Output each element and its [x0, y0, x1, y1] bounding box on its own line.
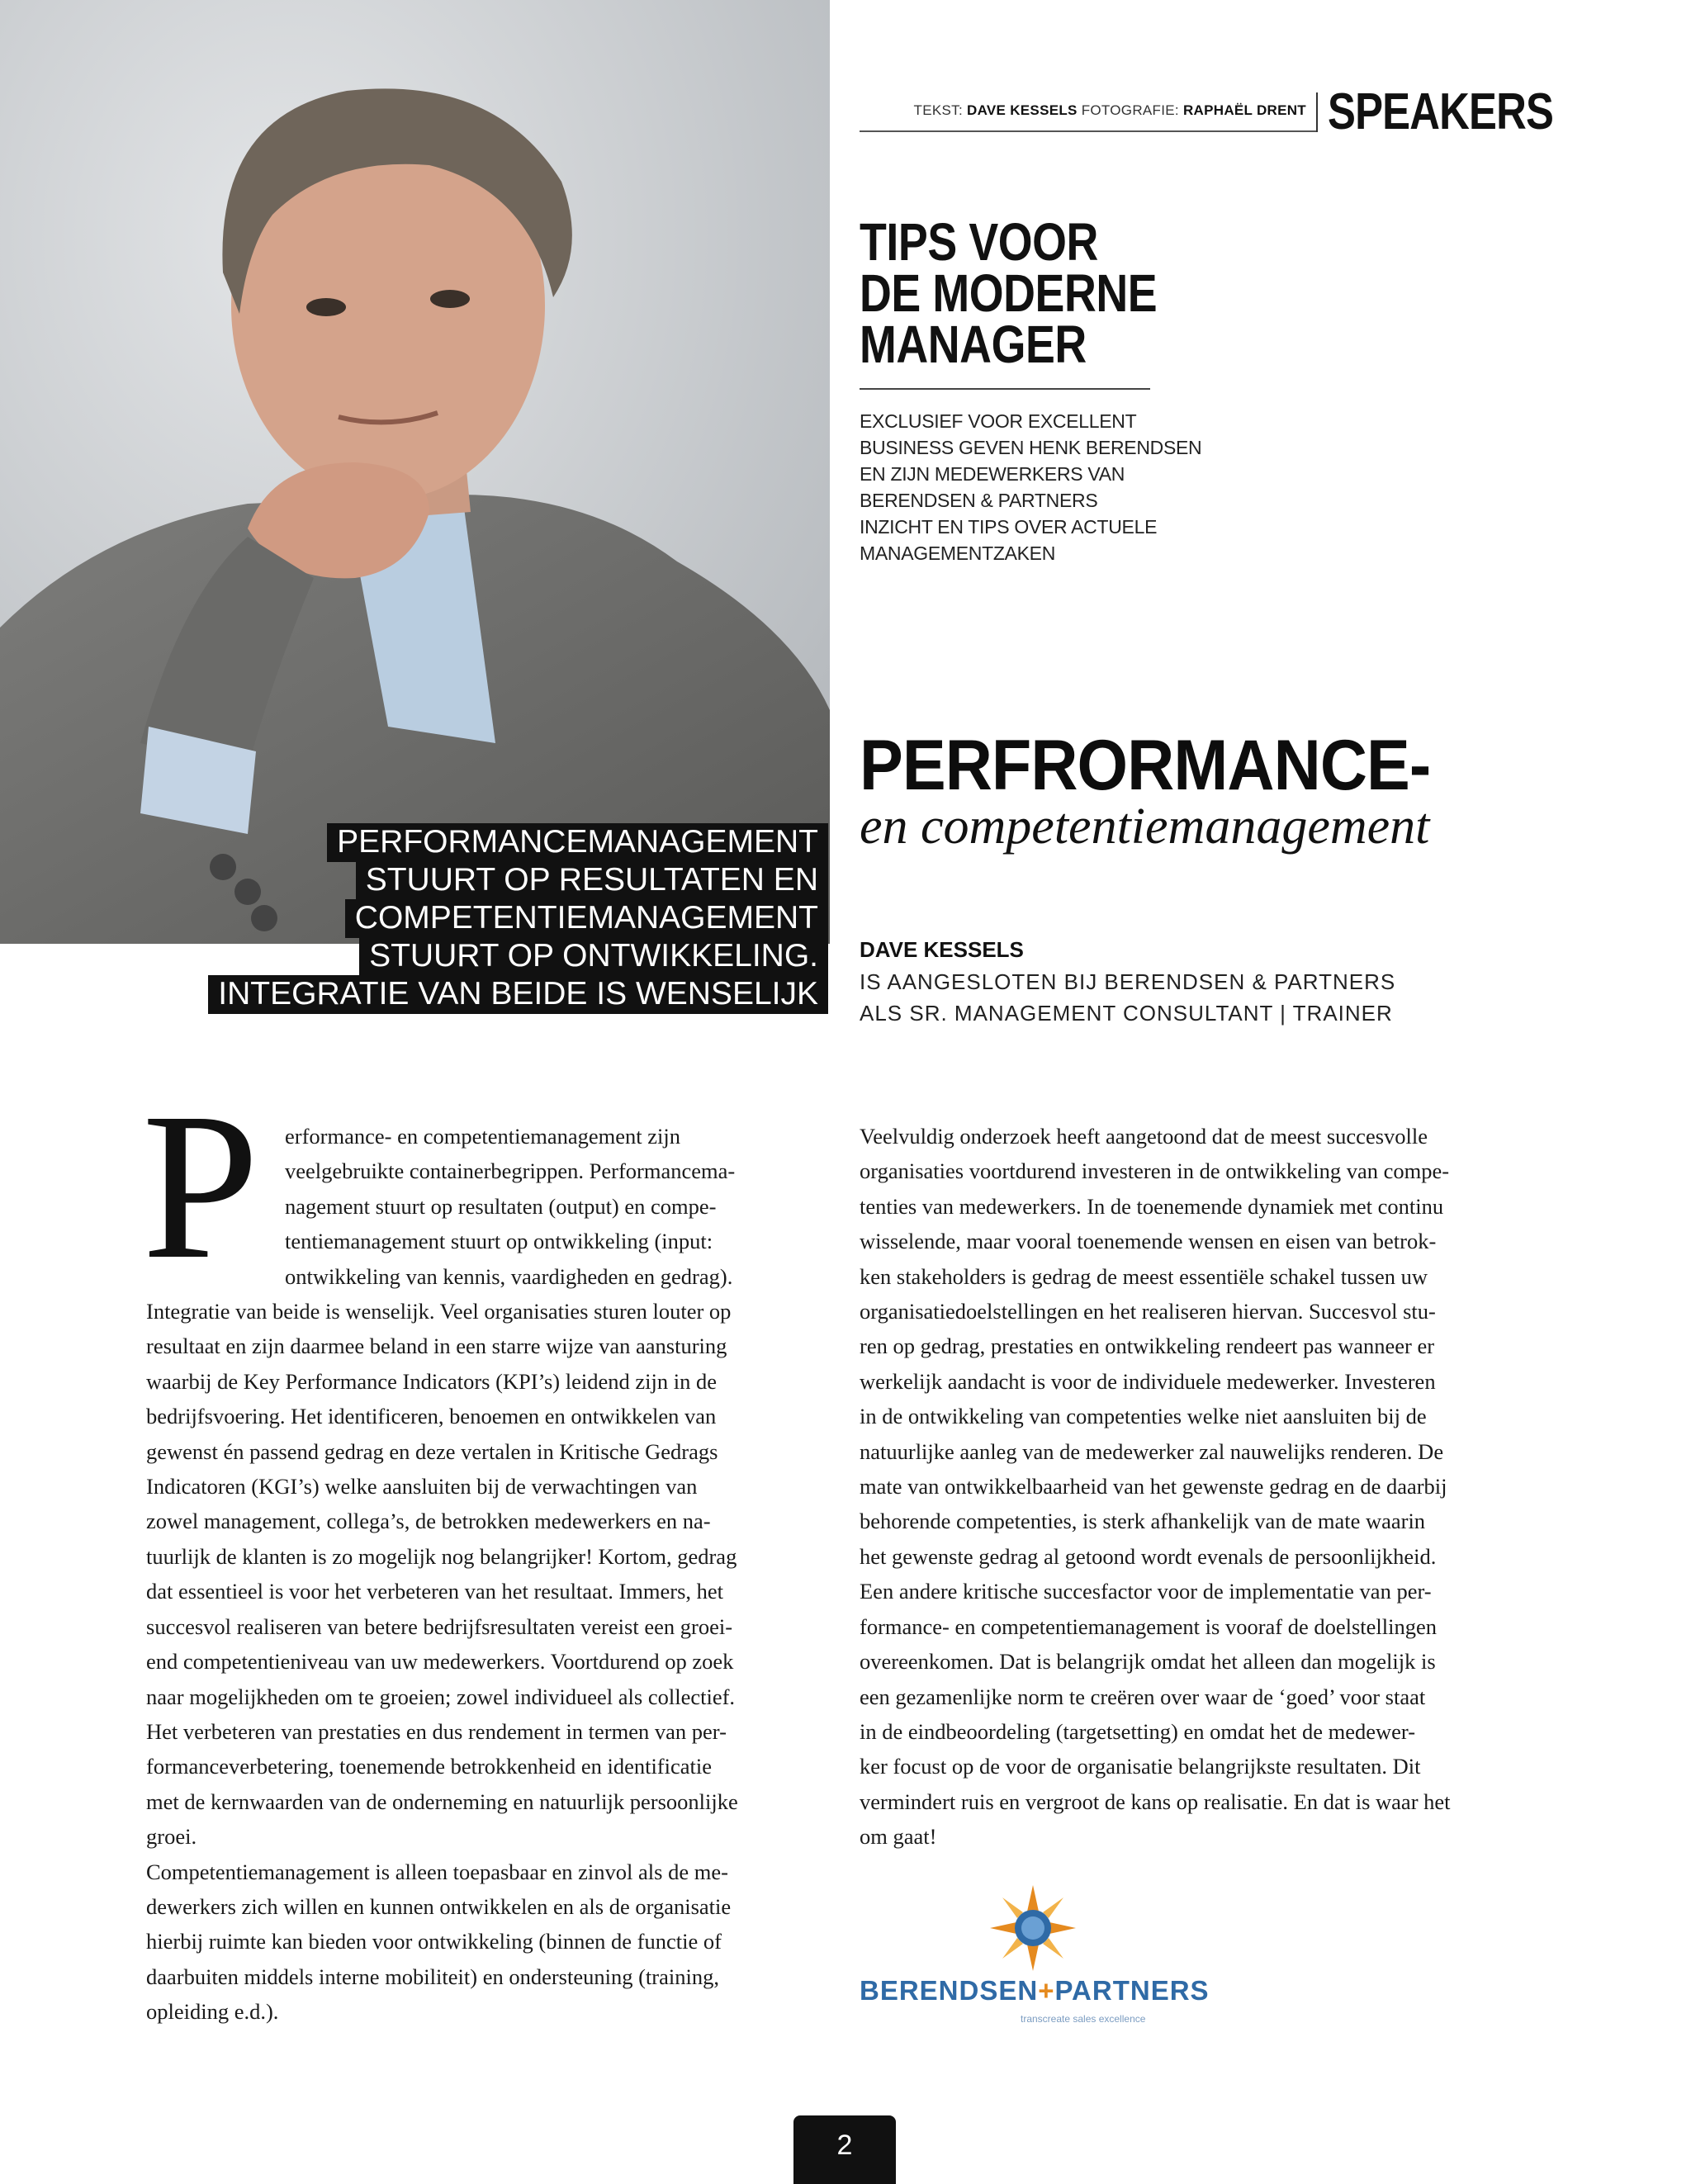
- body-line: daarbuiten middels interne mobiliteit) en ondersteuning (training,: [146, 1964, 719, 1989]
- body-line: ken stakeholders is gedrag de meest essentiële schakel tussen uw: [860, 1263, 1428, 1289]
- portrait-illustration: [0, 0, 830, 944]
- body-line: overeenkomen. Dat is belangrijk omdat het alleen dan mogelijk is: [860, 1649, 1436, 1675]
- article-subheadline: en competentiemanagement: [860, 798, 1430, 855]
- body-line: Indicatoren (KGI’s) welke aansluiten bij de verwachtingen van: [146, 1474, 698, 1499]
- section-label: SPEAKERS: [1328, 83, 1554, 140]
- drop-cap: P: [142, 1070, 259, 1303]
- logo-plus: +: [1038, 1975, 1055, 2006]
- body-line: vermindert ruis en vergroot de kans op realisatie. En dat is waar het: [860, 1788, 1451, 1814]
- intro-line: INZICHT EN TIPS OVER ACTUELE: [860, 516, 1158, 538]
- author-name: DAVE KESSELS: [860, 937, 1024, 962]
- pull-quote-line: INTEGRATIE VAN BEIDE IS WENSELIJK: [208, 975, 828, 1014]
- page-title-line: MANAGER: [860, 315, 1087, 374]
- pull-quote-line: STUURT OP ONTWIKKELING.: [359, 937, 828, 976]
- credit-text-label: TEKST:: [913, 102, 963, 118]
- page-number: 2: [793, 2115, 896, 2184]
- body-line: tuurlijk de klanten is zo mogelijk nog belangrijker! Kortom, gedrag: [146, 1543, 737, 1569]
- author-info-line: IS AANGESLOTEN BIJ BERENDSEN & PARTNERS: [860, 969, 1396, 994]
- body-line: waarbij de Key Performance Indicators (KPI’s) leidend zijn in de: [146, 1368, 717, 1394]
- credit-author: DAVE KESSELS: [967, 102, 1078, 118]
- body-line: dewerkers zich willen en kunnen ontwikkelen en als de organisatie: [146, 1893, 732, 1919]
- body-line: Integratie van beide is wenselijk. Veel organisaties sturen louter op: [146, 1299, 732, 1324]
- logo-tagline: transcreate sales excellence: [1021, 2013, 1146, 2025]
- body-line: Het verbeteren van prestaties en dus rendement in termen van per-: [146, 1718, 727, 1744]
- body-line: opleiding e.d.).: [146, 1999, 279, 2025]
- logo-word-2: PARTNERS: [1054, 1975, 1210, 2006]
- page-title: [860, 212, 1345, 374]
- speaker-photo: [0, 0, 830, 944]
- header-rule: [860, 130, 1318, 132]
- body-line: ontwikkeling van kennis, vaardigheden en gedrag).: [285, 1263, 733, 1289]
- pull-quote: [208, 823, 828, 1013]
- intro-line: BUSINESS GEVEN HENK BERENDSEN: [860, 437, 1202, 458]
- body-line: natuurlijke aanleg van de medewerker zal nauwelijks renderen. De: [860, 1438, 1444, 1464]
- intro-line: EN ZIJN MEDEWERKERS VAN: [860, 463, 1125, 485]
- company-logo: [860, 1883, 1210, 2031]
- pull-quote-line: COMPETENTIEMANAGEMENT: [345, 899, 828, 938]
- body-column-right: [860, 1119, 1545, 1855]
- body-line: behorende competenties, is sterk afhankelijk van de mate waarin: [860, 1509, 1426, 1534]
- credit-photo-label: FOTOGRAFIE:: [1081, 102, 1179, 118]
- body-line: mate van ontwikkelbaarheid van het gewenste gedrag en de daarbij: [860, 1474, 1447, 1499]
- body-line: Competentiemanagement is alleen toepasbaar en zinvol als de me-: [146, 1859, 728, 1884]
- header-divider: [1316, 92, 1318, 132]
- title-rule: [860, 388, 1150, 390]
- intro-line: BERENDSEN & PARTNERS: [860, 490, 1098, 511]
- logo-word-1: BERENDSEN: [860, 1975, 1039, 2006]
- author-info-line: ALS SR. MANAGEMENT CONSULTANT | TRAINER: [860, 1001, 1393, 1026]
- page-title-line: TIPS VOOR: [860, 212, 1098, 272]
- body-line: formanceverbetering, toenemende betrokkenheid en identificatie: [146, 1754, 713, 1779]
- body-line: in de eindbeoordeling (targetsetting) en omdat het de medewer-: [860, 1718, 1416, 1744]
- intro-line: EXCLUSIEF VOOR EXCELLENT: [860, 410, 1137, 432]
- page-title-line: DE MODERNE: [860, 263, 1158, 323]
- body-line: bedrijfsvoering. Het identificeren, benoemen en ontwikkelen van: [146, 1404, 717, 1429]
- pull-quote-line: PERFORMANCEMANAGEMENT: [327, 823, 828, 862]
- author-info: [860, 966, 1395, 1029]
- body-line: dat essentieel is voor het verbeteren van het resultaat. Immers, het: [146, 1579, 724, 1604]
- body-line: een gezamenlijke norm te creëren over waar de ‘goed’ voor staat: [860, 1684, 1426, 1709]
- body-line: organisaties voortdurend investeren in de ontwikkeling van compe-: [860, 1158, 1450, 1184]
- body-line: zowel management, collega’s, de betrokken medewerkers en na-: [146, 1509, 711, 1534]
- body-line: succesvol realiseren van betere bedrijfsresultaten vereist een groei-: [146, 1613, 733, 1639]
- body-line: end competentieniveau van uw medewerkers. Voortdurend op zoek: [146, 1649, 734, 1675]
- body-line: werkelijk aandacht is voor de individuele medewerker. Investeren: [860, 1368, 1436, 1394]
- logo-wordmark: [860, 1975, 1210, 2006]
- body-line: gewenst én passend gedrag en deze vertalen in Kritische Gedrags: [146, 1438, 718, 1464]
- body-line: hierbij ruimte kan bieden voor ontwikkeling (binnen de functie of: [146, 1929, 722, 1954]
- body-line: naar mogelijkheden om te groeien; zowel individueel als collectief.: [146, 1684, 736, 1709]
- body-line: nagement stuurt op resultaten (output) en compe-: [285, 1193, 717, 1219]
- body-line: tentiemanagement stuurt op ontwikkeling (input:: [285, 1229, 713, 1254]
- article-headline: PERFRORMANCE-: [860, 726, 1431, 805]
- intro-text: [860, 408, 1272, 566]
- body-line: tenties van medewerkers. In de toenemende dynamiek met continu: [860, 1193, 1444, 1219]
- pull-quote-line: STUURT OP RESULTATEN EN: [356, 861, 828, 900]
- body-line: veelgebruikte containerbegrippen. Performancema-: [285, 1158, 736, 1184]
- body-line: met de kernwaarden van de onderneming en natuurlijk persoonlijke: [146, 1788, 738, 1814]
- body-line: om gaat!: [860, 1824, 937, 1850]
- body-line: organisatiedoelstellingen en het realiseren hiervan. Succesvol stu-: [860, 1299, 1436, 1324]
- photo-credit: [914, 102, 1306, 119]
- sun-logo-icon: [983, 1883, 1082, 1973]
- body-line: Veelvuldig onderzoek heeft aangetoond dat de meest succesvolle: [860, 1124, 1428, 1149]
- body-line: groei.: [146, 1824, 197, 1850]
- body-line: ren op gedrag, prestaties en ontwikkeling rendeert pas wanneer er: [860, 1334, 1435, 1359]
- credit-photographer: RAPHAËL DRENT: [1182, 102, 1306, 118]
- body-line: het gewenste gedrag al getoond wordt evenals de persoonlijkheid.: [860, 1543, 1437, 1569]
- body-line: wisselende, maar vooral toenemende wensen en eisen van betrok-: [860, 1229, 1437, 1254]
- intro-line: MANAGEMENTZAKEN: [860, 542, 1056, 564]
- body-line: ker focust op de voor de organisatie belangrijkste resultaten. Dit: [860, 1754, 1421, 1779]
- body-line: resultaat en zijn daarmee beland in een starre wijze van aansturing: [146, 1334, 727, 1359]
- body-line: in de ontwikkeling van competenties welke niet aansluiten bij de: [860, 1404, 1427, 1429]
- body-line: formance- en competentiemanagement is vooraf de doelstellingen: [860, 1613, 1438, 1639]
- body-column-left: [146, 1119, 831, 2030]
- body-line: Een andere kritische succesfactor voor de implementatie van per-: [860, 1579, 1432, 1604]
- body-line: erformance- en competentiemanagement zijn: [285, 1124, 680, 1149]
